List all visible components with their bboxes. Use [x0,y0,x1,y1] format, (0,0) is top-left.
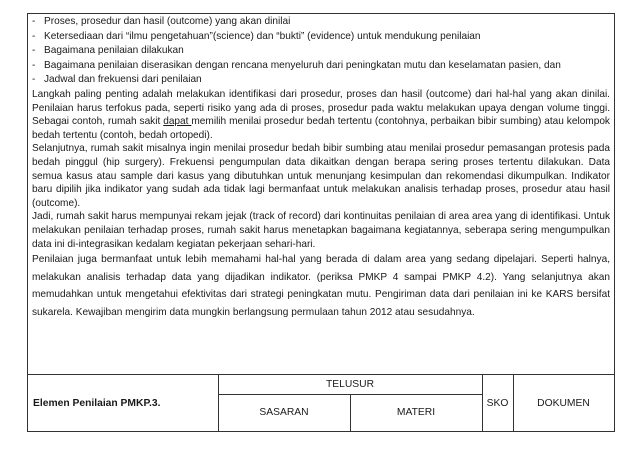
dokumen-header: DOKUMEN [537,397,590,409]
bullet-text: Proses, prosedur dan hasil (outcome) yang akan dinilai [44,16,291,27]
bullet-dash: - [32,16,36,27]
assessment-table [28,374,614,431]
paragraph-text: Langkah paling penting adalah melakukan identifikasi dari prosedur, proses dan hasil (outcome) dari hal-hal yang akan dinilai. Penilaian harus terfokus pada, seperti risiko yang ada di proses, prosedur pada waktu melakukan upaya dengan volume tinggi. Sebagai contoh, rumah sakit [32,88,610,128]
telusur-header: TELUSUR [325,379,375,390]
document-frame [27,13,615,432]
underlined-word: dapat [163,116,192,128]
paragraph-penilaian: Penilaian juga bermanfaat untuk lebih memahami hal-hal yang berada di dalam area yang sedang dipelajari. Seperti halnya, melakukan analisis terhadap data yang dijadikan indikator. (periksa PMKP 4 sampai PMKP 4.2). Yang selanjutnya akan memudahkan untuk mengetahui efektivitas dari strategi peningkatan mutu. Pengiriman data dari penilaian ini ke KARS bersifat sukarela. Kewajiban mengirim data mungkin berlangsung permulaan tahun 2012 atau sesudahnya. [32,254,610,318]
elemen-penilaian-header: Elemen Penilaian PMKP.3. [33,397,161,409]
paragraph-text: memilih menilai prosedur bedah tertentu (contohnya, perbaikan bibir sumbing) atau kelompok bedah tertentu (contoh, bedah ortopedi). [32,116,610,141]
bullet-text: Bagaimana penilaian diserasikan dengan rencana menyeluruh dari peningkatan mutu dan keselamatan pasien, dan [44,59,561,71]
bullet-item [32,59,610,74]
sko-header: SKO [486,397,509,409]
bullet-text: Bagaimana penilaian dilakukan [44,45,184,57]
bullet-item [32,44,610,59]
bullet-text: Jadwal dan frekuensi dari penilaian [44,74,202,86]
bullet-dash: - [32,45,36,57]
bullet-dash: - [32,74,36,86]
paragraph-langkah [32,88,610,142]
bullet-item [32,30,610,45]
bullet-item [32,15,610,30]
bullet-text: Ketersediaan dari “ilmu pengetahuan”(science) dan “bukti” (evidence) untuk mendukung penilaian [44,30,481,42]
bullet-item [32,73,610,88]
bullet-dash: - [32,59,36,71]
bullet-dash: - [32,30,36,42]
paragraph-selanjutnya: Selanjutnya, rumah sakit misalnya ingin menilai prosedur bedah bibir sumbing atau menilai prosedur pemasangan protesis pada bedah pinggul (hip surgery). Frekuensi pengumpulan data dikaitkan dengan berapa sering proses tertentu dilakukan. Data semua kasus atau sample dari kasus yang dibutuhkan untuk menunjang kesimpulan dan rekomendasi dikumpulkan. Indikator baru dipilih jika indikator yang sudah ada tidak lagi bermanfaat untuk melakukan analisis terhadap proses, prosedur atau hasil (outcome). [32,143,610,209]
paragraph-jadi: Jadi, rumah sakit harus mempunyai rekam jejak (track of record) dari kontinuitas penilaian di area area yang di identifikasi. Untuk melakukan penilaian terhadap proses, rumah sakit harus menetapkan bagaimana kegiatannya, seberapa sering mengumpulkan data ini di-integrasikan kedalam kegiatan pekerjaan sehari-hari. [32,211,610,250]
sasaran-header: SASARAN [259,407,309,418]
text-cell [28,14,614,374]
materi-header: MATERI [396,407,436,418]
